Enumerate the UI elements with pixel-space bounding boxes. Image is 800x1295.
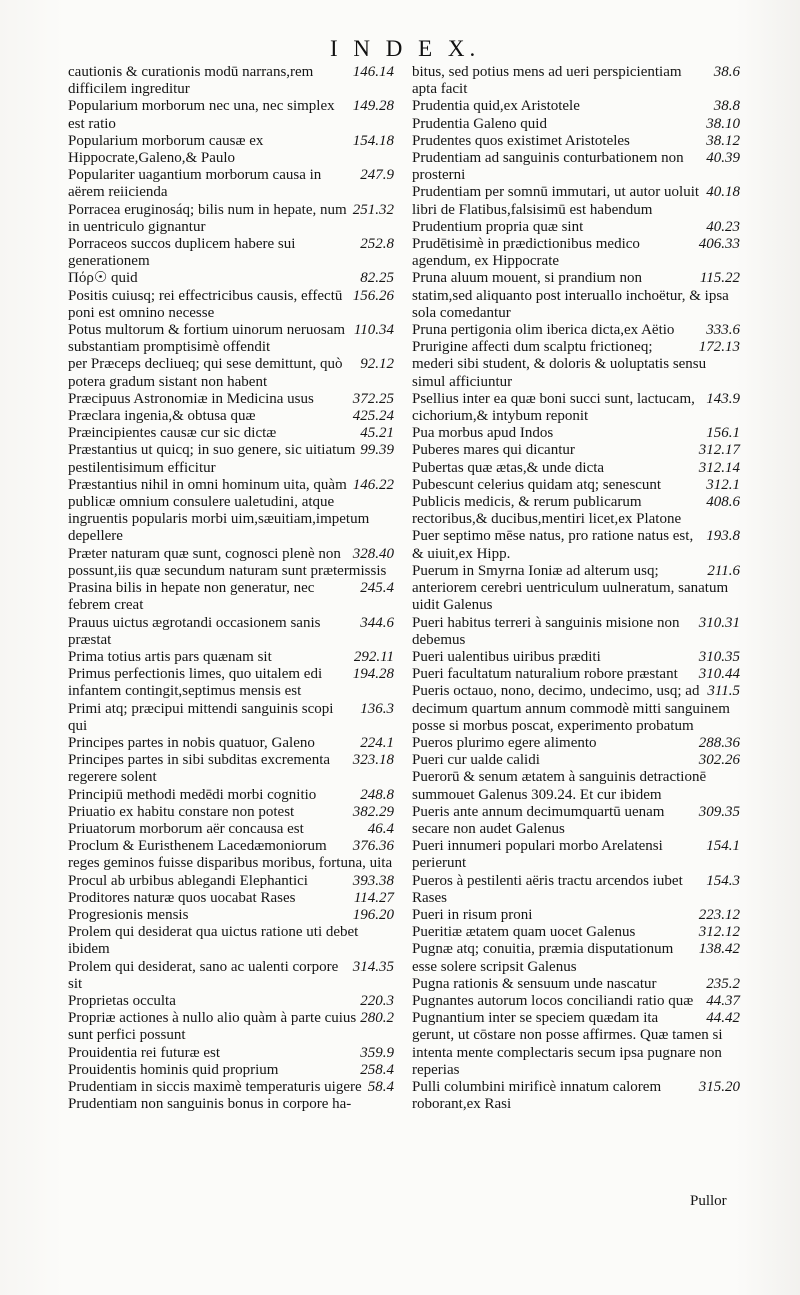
entry-text: Pueri facultatum naturalium robore præstant [412, 666, 678, 683]
entry-text: Prima totius artis pars quænam sit [68, 648, 272, 665]
index-entry [68, 907, 394, 924]
entry-reference: 220.3 [360, 992, 394, 1009]
index-entry [68, 1062, 394, 1079]
index-entry [412, 735, 740, 752]
entry-reference: 40.18 [706, 184, 740, 201]
entry-text: Proprietas occulta [68, 992, 176, 1009]
index-entry [68, 993, 394, 1010]
entry-reference: 154.18 [352, 132, 394, 149]
entry-text: per Præceps decliueq; qui sese demittunt, quò potera gradum sistant non habent [68, 356, 343, 390]
entry-text: Prolem qui desiderat qua uictus ratione uti debet ibidem [68, 924, 359, 958]
entry-reference: 172.13 [698, 339, 740, 356]
index-entry [412, 666, 740, 683]
entry-reference: 376.36 [352, 838, 394, 855]
index-entry [68, 391, 394, 408]
entry-reference: 310.35 [698, 648, 740, 665]
index-entry [68, 1079, 394, 1096]
entry-reference: 40.39 [706, 150, 740, 167]
entry-reference: 288.36 [698, 734, 740, 751]
entry-text: Pulli columbini mirificè innatum calorem roborant,ex Rasi [412, 1078, 662, 1113]
entry-reference: 92.12 [360, 356, 394, 373]
entry-reference: 110.34 [353, 322, 394, 339]
entry-text: Puerorū & senum ætatem à sanguinis detractionē summouet Galenus 309.24. Et cur ibidem [412, 769, 707, 803]
entry-reference: 309.35 [698, 803, 740, 820]
entry-reference: 247.9 [360, 167, 394, 184]
index-entry [68, 1010, 394, 1044]
entry-text: Prudentiam per somnū immutari, ut autor uoluit libri de Flatibus,falsisimū est habendum [412, 184, 700, 218]
index-entry [68, 288, 394, 322]
entry-text: Procul ab urbibus ablegandi Elephantici [68, 872, 308, 889]
entry-text: Pueris ante annum decimumquartū uenam secare non audet Galenus [412, 803, 665, 837]
entry-text: Principiū methodi medēdi morbi cognitio [68, 786, 317, 803]
entry-text: Prudentes quos existimet Aristoteles [412, 132, 630, 149]
index-entry [412, 425, 740, 442]
entry-text: Pueris octauo, nono, decimo, undecimo, usq; ad decimum quartum annum commodè mitti sanguinem posse si morbus poscat, experimento probatum [412, 683, 730, 734]
entry-text: Popularium morborum causæ ex Hippocrate,Galeno,& Paulo [68, 132, 264, 167]
index-entry [412, 993, 740, 1010]
index-entry [412, 873, 740, 907]
entry-text: Prasina bilis in hepate non generatur, nec febrem creat [68, 580, 315, 614]
entry-text: Pubescunt celerius quidam atq; senescunt [412, 476, 662, 493]
index-entry [412, 804, 740, 838]
entry-text: Prolem qui desiderat, sano ac ualenti corpore sit [68, 958, 339, 992]
entry-text: Puberes mares qui dicantur [412, 442, 575, 459]
entry-text: Pueritiæ ætatem quam uocet Galenus [412, 924, 636, 941]
index-entry [68, 133, 394, 167]
index-entry [68, 1096, 394, 1113]
index-entry [412, 649, 740, 666]
index-entry [68, 270, 394, 287]
entry-reference: 328.40 [352, 545, 394, 562]
entry-text: Populariter uagantium morborum causa in aërem reiicienda [68, 167, 322, 201]
index-entry [412, 150, 740, 184]
entry-reference: 408.6 [706, 494, 740, 511]
entry-reference: 82.25 [360, 270, 394, 287]
entry-reference: 156.1 [706, 425, 740, 442]
entry-text: Pugnantes autorum locos conciliandi ratio quæ [412, 992, 694, 1009]
index-entry [68, 890, 394, 907]
entry-text: Pueri habitus terreri à sanguinis misione non debemus [412, 614, 680, 648]
entry-text: Prudentiam ad sanguinis conturbationem non prosterni [412, 150, 684, 184]
entry-text: Pugnæ atq; conuitia, præmia disputationum esse solere scripsit Galenus [412, 941, 674, 975]
entry-text: Pueri innumeri populari morbo Arelatensi perierunt [412, 838, 663, 872]
index-entry [412, 322, 740, 339]
entry-text: cautionis & curationis modū narrans,rem difficilem ingreditur [68, 64, 314, 98]
index-entry [412, 941, 740, 975]
entry-reference: 143.9 [706, 390, 740, 407]
entry-reference: 138.42 [698, 941, 740, 958]
index-entry [68, 322, 394, 356]
index-entry [412, 477, 740, 494]
entry-reference: 44.37 [706, 992, 740, 1009]
index-entry [412, 460, 740, 477]
entry-reference: 154.3 [706, 872, 740, 889]
entry-reference: 314.35 [352, 958, 394, 975]
entry-text: Principes partes in nobis quatuor, Galeno [68, 734, 315, 751]
entry-text: Pueri ualentibus uiribus præditi [412, 648, 601, 665]
index-entry [412, 769, 740, 803]
entry-reference: 248.8 [360, 786, 394, 803]
entry-text: Prudentia quid,ex Aristotele [412, 98, 580, 115]
index-entry [412, 838, 740, 872]
entry-text: Pruna aluum mouent, si prandium non statim,sed aliquanto post interuallo inchoëtur, & ipsa sola comedantur [412, 270, 729, 321]
entry-text: Popularium morborum nec una, nec simplex est ratio [68, 98, 335, 132]
entry-reference: 194.28 [352, 666, 394, 683]
index-entry [412, 133, 740, 150]
entry-reference: 146.22 [352, 476, 394, 493]
index-entry [68, 959, 394, 993]
index-entry [412, 236, 740, 270]
entry-text: Prudentia Galeno quid [412, 115, 547, 132]
entry-text: Primus perfectionis limes, quo uitalem edi infantem contingit,septimus mensis est [68, 666, 323, 700]
entry-text: Prouidentia rei futuræ est [68, 1044, 221, 1061]
entry-reference: 393.38 [352, 872, 394, 889]
index-entry [412, 1010, 740, 1079]
entry-reference: 302.26 [698, 752, 740, 769]
index-entry [68, 442, 394, 476]
index-entry [412, 219, 740, 236]
entry-reference: 58.4 [367, 1078, 394, 1095]
entry-text: Prouidentis hominis quid proprium [68, 1061, 279, 1078]
index-entry [68, 649, 394, 666]
entry-reference: 99.39 [360, 442, 394, 459]
index-entry [68, 735, 394, 752]
entry-text: Prauus uictus ægrotandi occasionem sanis præstat [68, 614, 321, 648]
index-entry [412, 184, 740, 218]
entry-text: Progresionis mensis [68, 906, 189, 923]
index-entry [68, 924, 394, 958]
index-entry [412, 683, 740, 735]
entry-reference: 224.1 [360, 734, 394, 751]
index-entry [68, 356, 394, 390]
entry-reference: 154.1 [706, 838, 740, 855]
index-entry [412, 442, 740, 459]
index-entry [412, 563, 740, 615]
catchword: Pullor [690, 1193, 727, 1209]
index-entry [68, 425, 394, 442]
index-entry [68, 580, 394, 614]
index-entry [412, 64, 740, 98]
entry-text: Prudentiam non sanguinis bonus in corpore ha- [68, 1096, 352, 1113]
entry-text: Puerum in Smyrna Ioniæ ad alterum usq; anteriorem cerebri uentriculum uulneratum, sanatum uidit Galenus [412, 562, 729, 614]
entry-reference: 311.5 [707, 683, 740, 700]
entry-reference: 45.21 [360, 425, 394, 442]
entry-text: Pubertas quæ ætas,& unde dicta [412, 459, 605, 476]
index-entry [68, 821, 394, 838]
entry-text: Porracea eruginosáq; bilis num in hepate, num in uentriculo gignantur [68, 201, 347, 235]
index-entry [412, 528, 740, 562]
index-entry [68, 787, 394, 804]
entry-text: Pugnantium inter se speciem quædam ita gerunt, ut cōstare non posse affirmes. Quæ tamen si intenta mente complectaris secum ipsa pugnare non reperias [412, 1010, 723, 1078]
index-entry [68, 546, 394, 580]
entry-text: Prudētisimè in prædictionibus medico agendum, ex Hippocrate [412, 236, 640, 270]
entry-reference: 310.44 [698, 666, 740, 683]
entry-reference: 382.29 [352, 803, 394, 820]
entry-text: Potus multorum & fortium uinorum neruosam substantiam promptisimè offendit [68, 322, 346, 356]
index-entry [68, 98, 394, 132]
entry-reference: 359.9 [360, 1044, 394, 1061]
index-entry [68, 477, 394, 546]
entry-reference: 38.12 [706, 132, 740, 149]
index-entry [412, 116, 740, 133]
entry-text: bitus, sed potius mens ad ueri perspicientiam apta facit [412, 64, 682, 98]
entry-reference: 46.4 [367, 820, 394, 837]
entry-reference: 323.18 [352, 752, 394, 769]
entry-reference: 312.14 [698, 459, 740, 476]
right-column [412, 64, 740, 1113]
entry-reference: 196.20 [352, 906, 394, 923]
entry-text: Puer septimo mēse natus, pro ratione natus est, & uiuit,ex Hipp. [412, 528, 694, 562]
entry-reference: 315.20 [698, 1078, 740, 1095]
entry-text: Præcipuus Astronomiæ in Medicina usus [68, 390, 314, 407]
entry-text: Pugna rationis & sensuum unde nascatur [412, 975, 657, 992]
index-entry [68, 167, 394, 201]
index-entry [68, 615, 394, 649]
entry-reference: 193.8 [706, 528, 740, 545]
page-header: I N D E X. [330, 36, 481, 61]
entry-reference: 146.14 [352, 64, 394, 80]
index-entry [68, 804, 394, 821]
entry-text: Priuatio ex habitu constare non potest [68, 803, 295, 820]
entry-reference: 223.12 [698, 906, 740, 923]
entry-text: Publicis medicis, & rerum publicarum rectoribus,& ducibus,mentiri licet,ex Platone [412, 494, 682, 528]
entry-reference: 40.23 [706, 218, 740, 235]
entry-reference: 115.22 [699, 270, 740, 287]
entry-reference: 38.8 [713, 98, 740, 115]
entry-text: Præincipientes causæ cur sic dictæ [68, 425, 277, 442]
entry-reference: 333.6 [706, 322, 740, 339]
index-entry [68, 838, 394, 872]
index-entry [68, 236, 394, 270]
entry-text: Prudentiam in siccis maximè temperaturis uigere [68, 1078, 362, 1095]
index-entry [412, 752, 740, 769]
index-entry [412, 907, 740, 924]
entry-reference: 292.11 [353, 648, 394, 665]
index-entry [412, 615, 740, 649]
entry-reference: 312.17 [698, 442, 740, 459]
entry-text: Pueros à pestilenti aëris tractu arcendos iubet Rases [412, 872, 683, 906]
index-entry [68, 873, 394, 890]
index-entry [68, 202, 394, 236]
entry-reference: 280.2 [360, 1010, 394, 1027]
left-column [68, 64, 394, 1113]
entry-text: Pruna pertigonia olim iberica dicta,ex Aëtio [412, 322, 675, 339]
index-entry [412, 98, 740, 115]
index-entry [68, 1045, 394, 1062]
entry-text: Primi atq; præcipui mittendi sanguinis scopi qui [68, 700, 334, 734]
entry-reference: 38.10 [706, 115, 740, 132]
entry-text: Præstantius nihil in omni hominum uita, quàm publicæ omnium consulere ualetudini, atque ingruentis popularis morbi uim,sæuitiam,impetum depellere [68, 476, 370, 545]
entry-text: Porraceos succos duplicem habere sui generationem [68, 236, 296, 270]
entry-reference: 245.4 [360, 580, 394, 597]
entry-reference: 310.31 [698, 614, 740, 631]
entry-reference: 156.26 [352, 287, 394, 304]
index-entry [412, 1079, 740, 1113]
entry-reference: 149.28 [352, 98, 394, 115]
entry-text: Prudentium propria quæ sint [412, 218, 584, 235]
entry-text: Principes partes in sibi subditas excrementa regerere solent [68, 752, 331, 786]
entry-text: Pueros plurimo egere alimento [412, 734, 597, 751]
entry-reference: 235.2 [706, 975, 740, 992]
entry-reference: 406.33 [698, 236, 740, 253]
entry-text: Pueri in risum proni [412, 906, 533, 923]
index-entry [412, 924, 740, 941]
entry-text: Psellius inter ea quæ boni succi sunt, lactucam, cichorium,& intybum reponit [412, 390, 695, 425]
index-entry [68, 64, 394, 98]
entry-reference: 425.24 [352, 408, 394, 425]
entry-text: Prurigine affecti dum scalptu frictioneq; mederi sibi student, & doloris & uoluptatis sensu simul afficiuntur [412, 339, 707, 390]
entry-reference: 38.6 [713, 64, 740, 80]
entry-reference: 114.27 [353, 889, 394, 906]
entry-text: Præclara ingenia,& obtusa quæ [68, 408, 256, 425]
entry-text: Præter naturam quæ sunt, cognosci plenè non possunt,iis quæ secundum naturam sunt prætermissis [68, 545, 387, 579]
entry-reference: 312.12 [698, 924, 740, 941]
entry-text: Propriæ actiones à nullo alio quàm à parte cuius sunt perfici possunt [68, 1010, 357, 1044]
index-entry [68, 752, 394, 786]
entry-reference: 372.25 [352, 390, 394, 407]
entry-reference: 252.8 [360, 236, 394, 253]
entry-reference: 251.32 [352, 201, 394, 218]
index-entry [68, 408, 394, 425]
entry-reference: 312.1 [706, 476, 740, 493]
entry-reference: 344.6 [360, 614, 394, 631]
entry-reference: 136.3 [360, 700, 394, 717]
index-entry [412, 391, 740, 425]
entry-text: Proclum & Euristhenem Lacedæmoniorum reges geminos fuisse disparibus moribus, fortuna, uita [68, 838, 393, 872]
index-entry [412, 976, 740, 993]
entry-text: Πόρ☉ quid [68, 270, 138, 287]
entry-reference: 211.6 [707, 562, 740, 579]
index-entry [68, 701, 394, 735]
index-entry [412, 270, 740, 322]
entry-text: Positis cuiusq; rei effectricibus causis, effectū poni est omnino necesse [68, 287, 343, 321]
entry-text: Proditores naturæ quos uocabat Rases [68, 889, 296, 906]
index-entry [412, 494, 740, 528]
entry-text: Præstantius ut quicq; in suo genere, sic uitiatum pestilentisimum efficitur [68, 442, 356, 476]
index-entry [68, 666, 394, 700]
entry-text: Pueri cur ualde calidi [412, 752, 540, 769]
index-entry [412, 339, 740, 391]
entry-reference: 44.42 [706, 1010, 740, 1027]
entry-text: Priuatorum morborum aër concausa est [68, 820, 304, 837]
entry-reference: 258.4 [360, 1061, 394, 1078]
entry-text: Pua morbus apud Indos [412, 425, 554, 442]
